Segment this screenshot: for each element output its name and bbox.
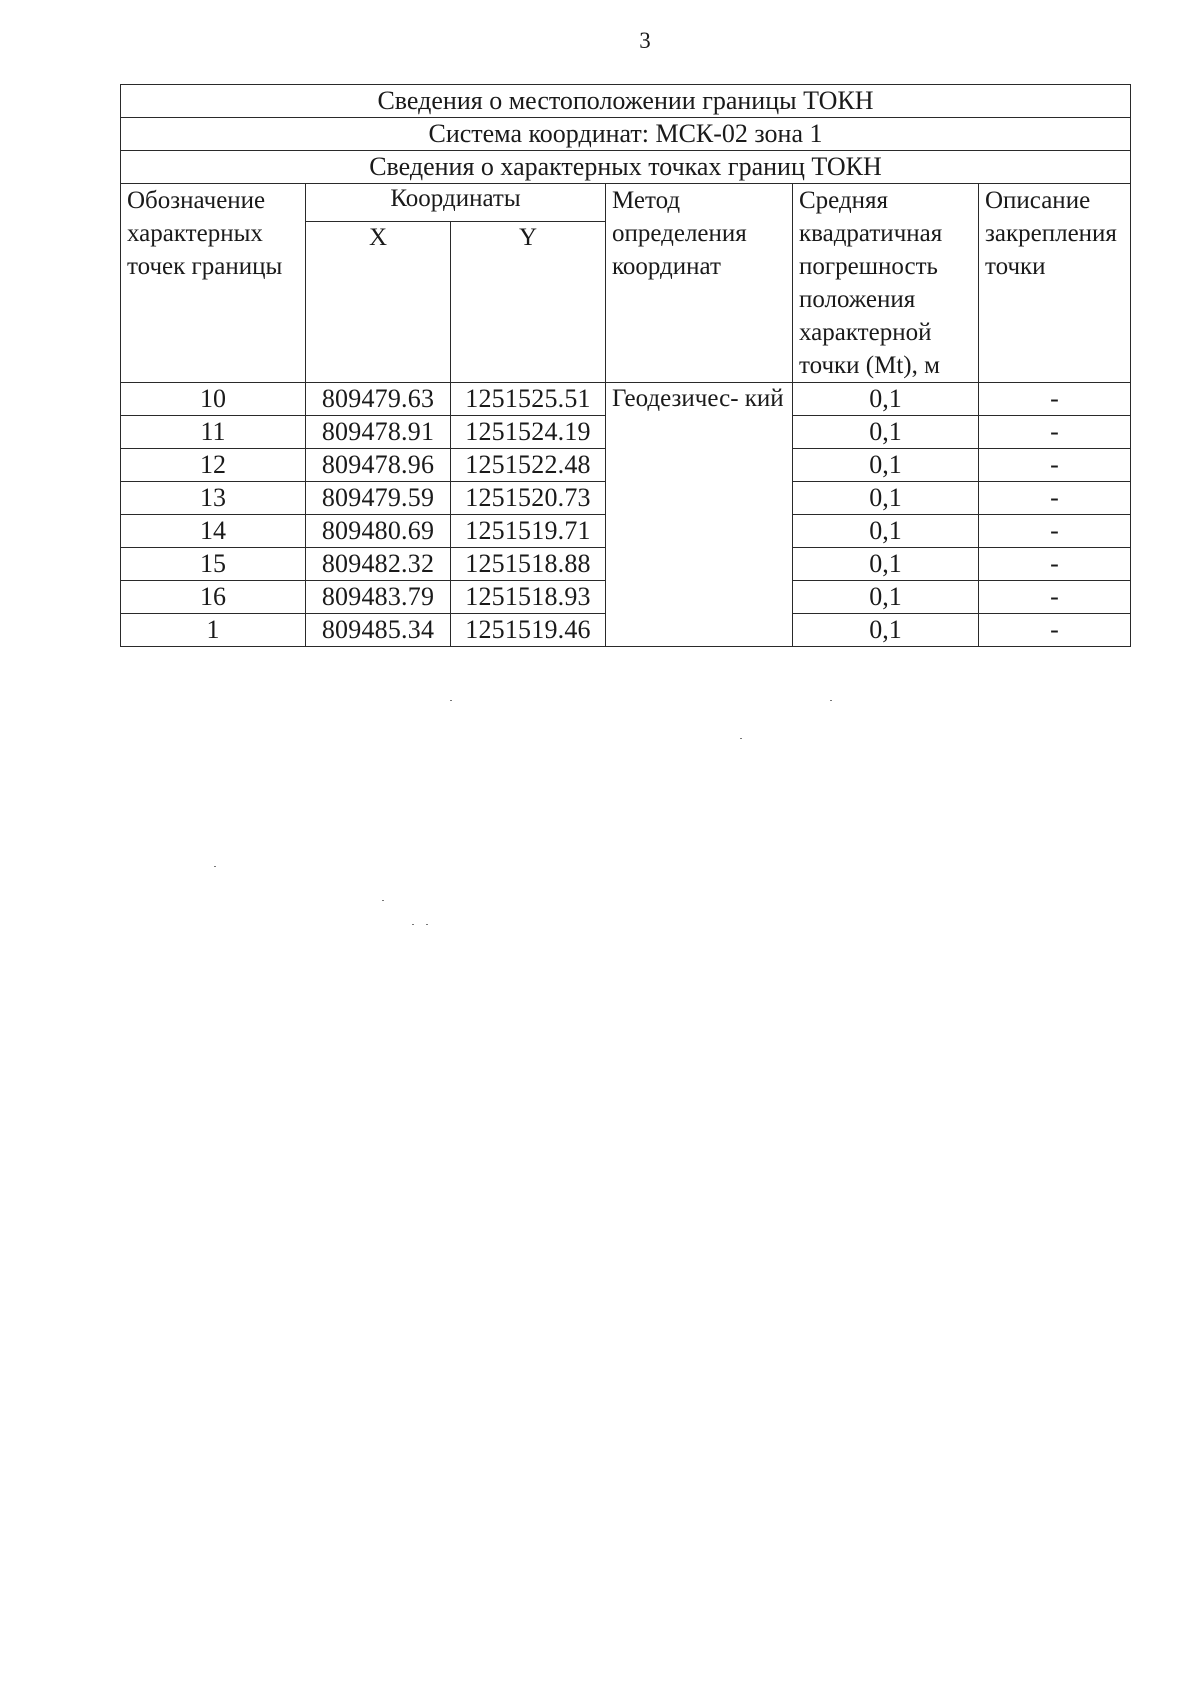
description-value: - — [979, 614, 1131, 647]
accuracy-value: 0,1 — [793, 482, 979, 515]
point-id: 1 — [121, 614, 306, 647]
header-x: X — [306, 222, 451, 383]
point-id: 11 — [121, 416, 306, 449]
y-coordinate: 1251518.88 — [451, 548, 606, 581]
description-value: - — [979, 383, 1131, 416]
accuracy-value: 0,1 — [793, 581, 979, 614]
table-title-points: Сведения о характерных точках границ ТОКН — [121, 151, 1131, 184]
point-id: 13 — [121, 482, 306, 515]
description-value: - — [979, 515, 1131, 548]
header-accuracy: Средняя квадратичная погрешность положения характерной точки (Mt), м — [793, 184, 979, 383]
point-id: 15 — [121, 548, 306, 581]
method-value: Геодезичес- кий — [606, 383, 793, 647]
accuracy-value: 0,1 — [793, 515, 979, 548]
accuracy-value: 0,1 — [793, 548, 979, 581]
accuracy-value: 0,1 — [793, 614, 979, 647]
y-coordinate: 1251519.71 — [451, 515, 606, 548]
page-number: 3 — [639, 28, 651, 53]
description-value: - — [979, 416, 1131, 449]
header-coordinates: Координаты — [306, 184, 606, 222]
scan-speck — [382, 900, 384, 901]
y-coordinate: 1251520.73 — [451, 482, 606, 515]
y-coordinate: 1251518.93 — [451, 581, 606, 614]
x-coordinate: 809482.32 — [306, 548, 451, 581]
table-title-location: Сведения о местоположении границы ТОКН — [121, 85, 1131, 118]
y-coordinate: 1251524.19 — [451, 416, 606, 449]
x-coordinate: 809478.91 — [306, 416, 451, 449]
x-coordinate: 809479.63 — [306, 383, 451, 416]
y-coordinate: 1251519.46 — [451, 614, 606, 647]
scan-speck — [830, 700, 832, 701]
y-coordinate: 1251522.48 — [451, 449, 606, 482]
point-id: 10 — [121, 383, 306, 416]
description-value: - — [979, 548, 1131, 581]
scan-speck — [450, 700, 452, 701]
header-designation: Обозначение характерных точек границы — [121, 184, 306, 383]
accuracy-value: 0,1 — [793, 416, 979, 449]
point-id: 14 — [121, 515, 306, 548]
description-value: - — [979, 581, 1131, 614]
x-coordinate: 809479.59 — [306, 482, 451, 515]
description-value: - — [979, 482, 1131, 515]
x-coordinate: 809480.69 — [306, 515, 451, 548]
header-method: Метод определения координат — [606, 184, 793, 383]
x-coordinate: 809483.79 — [306, 581, 451, 614]
header-description: Описание закрепления точки — [979, 184, 1131, 383]
scan-speck — [412, 924, 414, 925]
table-row — [121, 383, 1131, 416]
point-id: 12 — [121, 449, 306, 482]
table-title-coordinate-system: Система координат: МСК-02 зона 1 — [121, 118, 1131, 151]
header-y: Y — [451, 222, 606, 383]
boundary-points-table — [120, 84, 1131, 647]
scan-speck — [214, 866, 216, 867]
scan-speck — [740, 738, 742, 739]
accuracy-value: 0,1 — [793, 449, 979, 482]
x-coordinate: 809478.96 — [306, 449, 451, 482]
point-id: 16 — [121, 581, 306, 614]
scan-speck — [426, 924, 428, 925]
y-coordinate: 1251525.51 — [451, 383, 606, 416]
description-value: - — [979, 449, 1131, 482]
accuracy-value: 0,1 — [793, 383, 979, 416]
x-coordinate: 809485.34 — [306, 614, 451, 647]
